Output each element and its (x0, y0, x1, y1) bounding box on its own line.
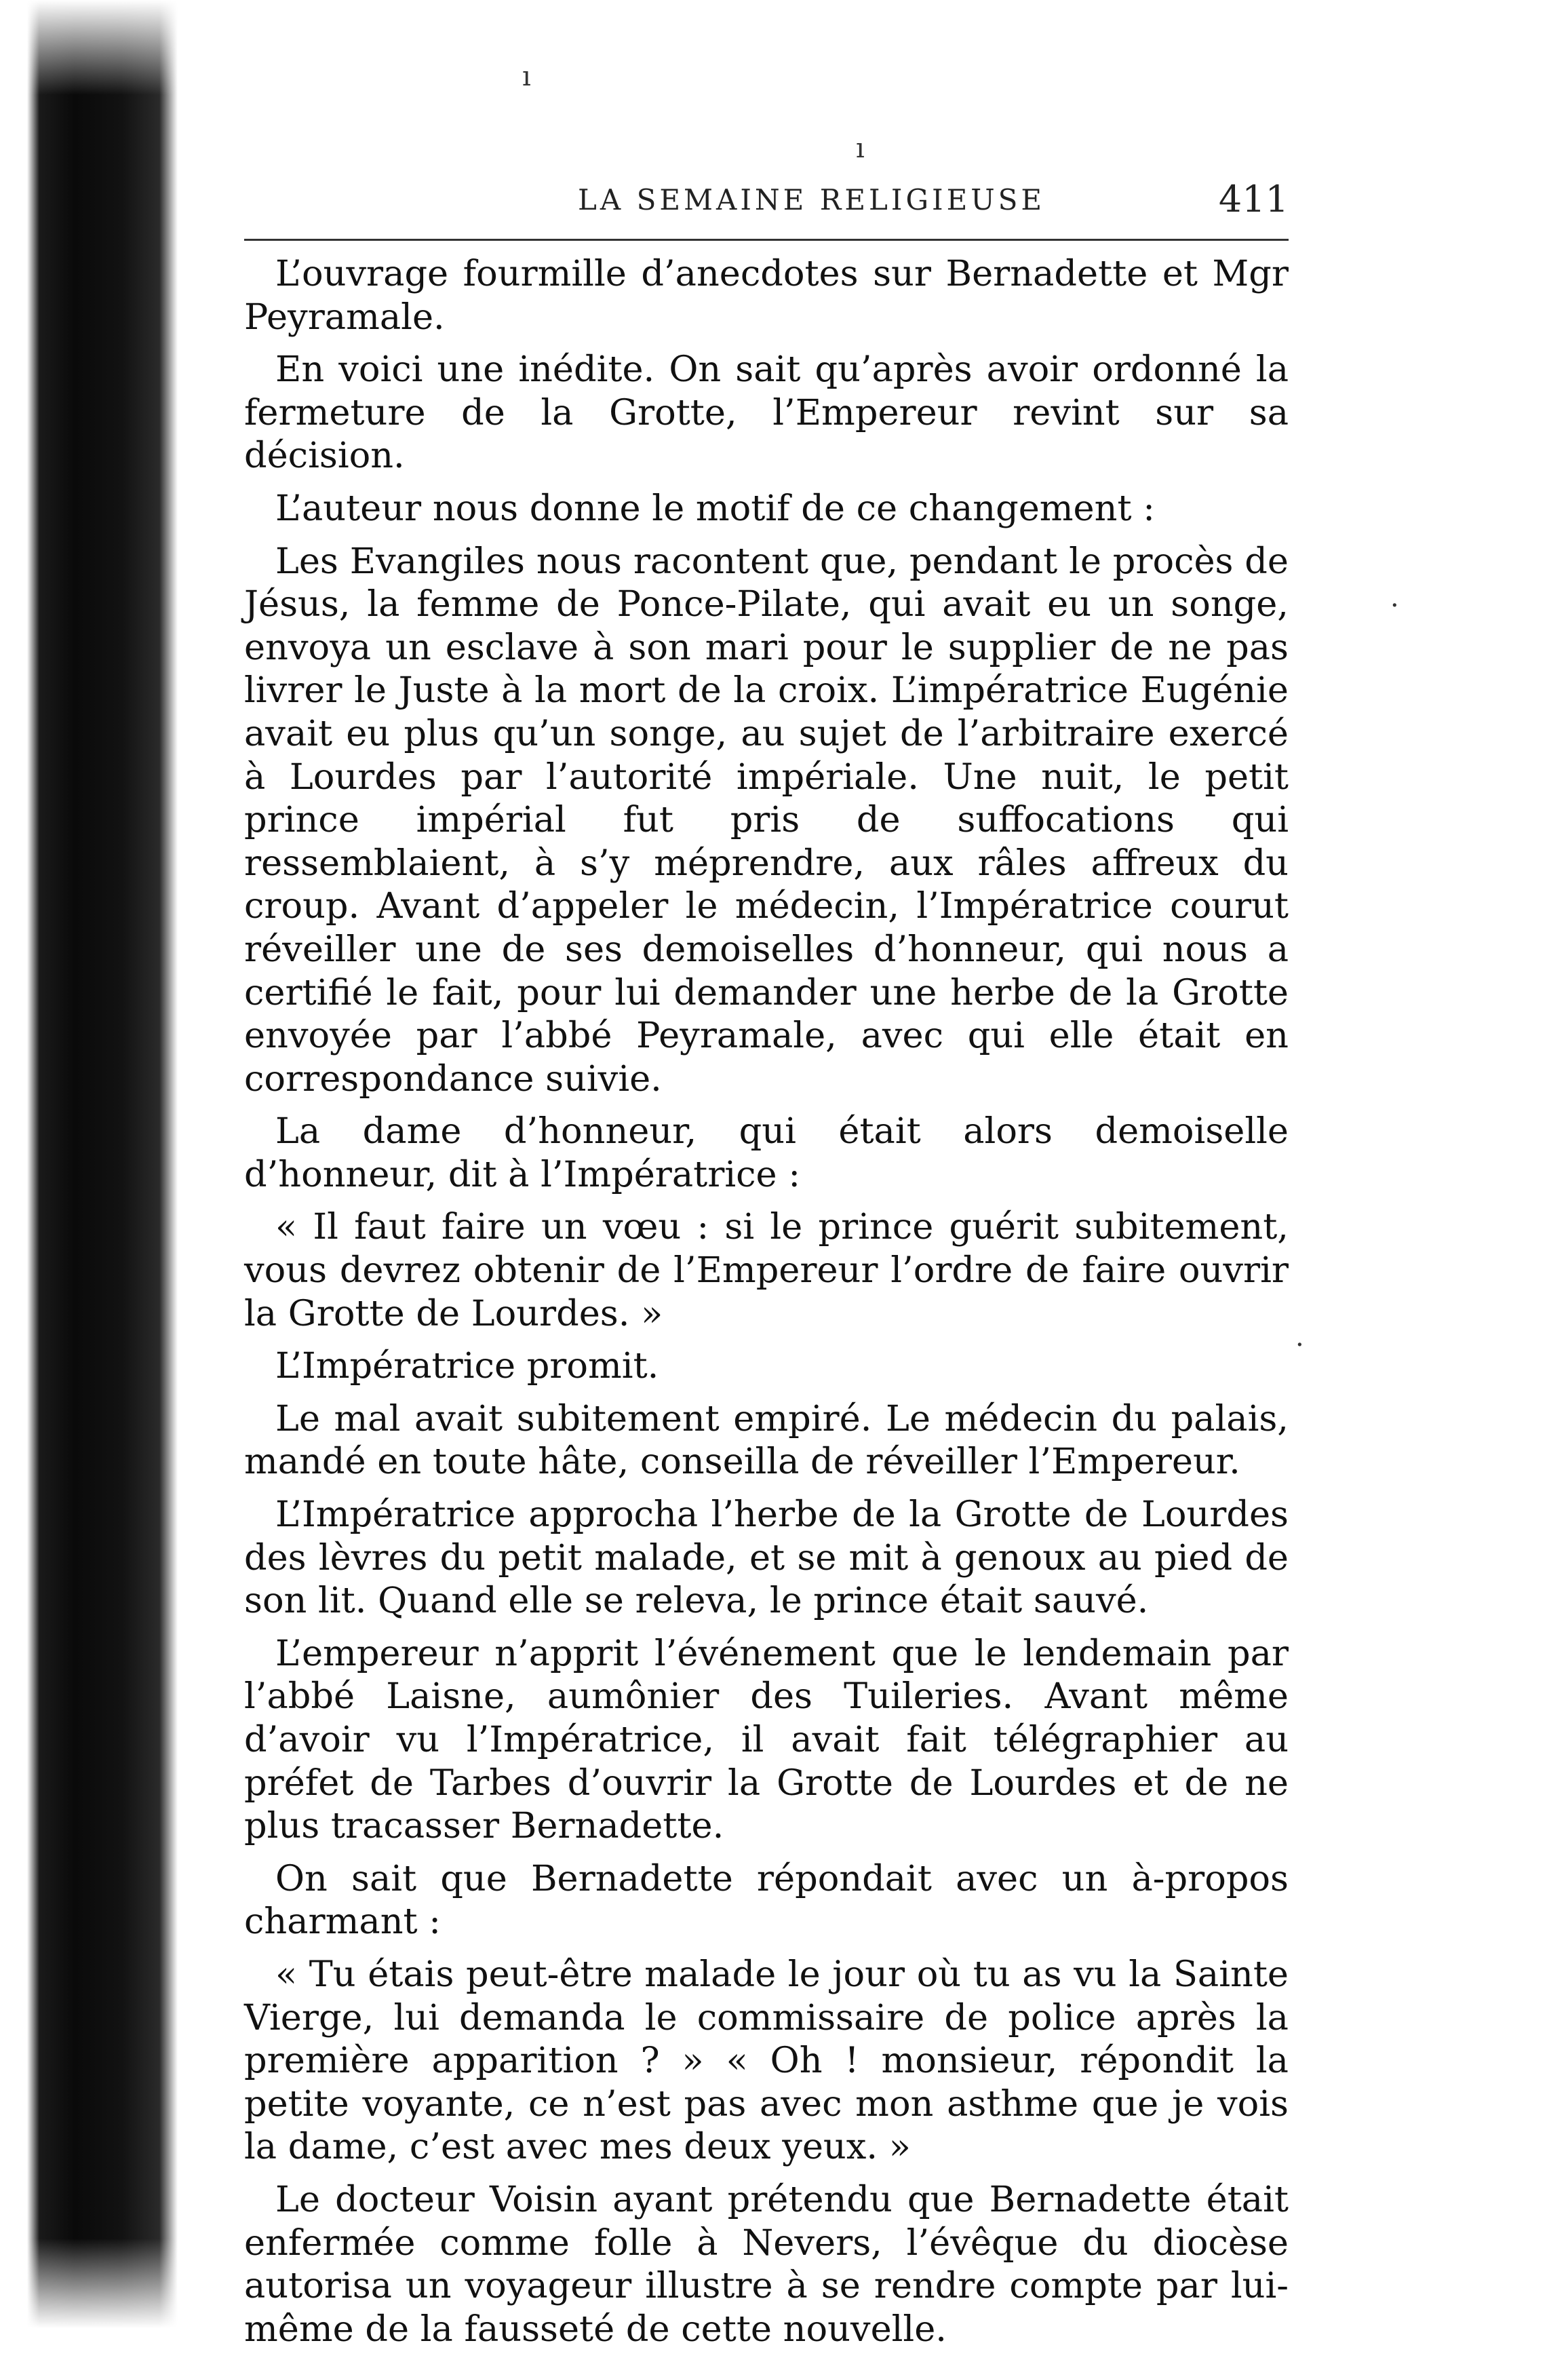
header-rule (244, 239, 1289, 241)
scanned-binding-edge (0, 0, 203, 2328)
paragraph: Les Evangiles nous racontent que, pendant le procès de Jésus, la femme de Ponce-Pilate, qui avait eu un songe, envoya un esclave à son mari pour le supplier de ne pas livrer le Juste à la mort de la croix. L’impératrice Eugénie avait eu plus qu’un songe, au sujet de l’arbitraire exercé à Lourdes par l’autorité impériale. Une nuit, le petit prince impérial fut pris de suffocations qui ressemblaient, à s’y méprendre, aux râles affreux du croup. Avant d’appeler le médecin, l’Impératrice courut réveiller une de ses demoiselles d’honneur, qui nous a certifié le fait, pour lui demander une herbe de la Grotte envoyée par l’abbé Peyramale, avec qui elle était en correspondance suivie. (244, 540, 1289, 1100)
body-text (244, 252, 1289, 2360)
running-title: LA SEMAINE RELIGIEUSE (578, 183, 1046, 216)
paragraph: « Il faut faire un vœu : si le prince guérit subitement, vous devrez obtenir de l’Empereur l’ordre de faire ouvrir la Grotte de Lourdes. » (244, 1206, 1289, 1334)
scan-speck: ı (856, 133, 865, 164)
paragraph: L’Impératrice approcha l’herbe de la Grotte de Lourdes des lèvres du petit malade, et se mit à genoux au pied de son lit. Quand elle se releva, le prince était sauvé. (244, 1494, 1289, 1622)
scan-speck: ı (522, 61, 531, 92)
paragraph: L’ouvrage fourmille d’anecdotes sur Bernadette et Mgr Peyramale. (244, 253, 1289, 338)
running-header (244, 175, 1289, 229)
paragraph: On sait que Bernadette répondait avec un à-propos charmant : (244, 1857, 1289, 1943)
paragraph: L’Impératrice promit. (275, 1345, 659, 1387)
paragraph: La dame d’honneur, qui était alors demoiselle d’honneur, dit à l’Impératrice : (244, 1110, 1289, 1195)
binding-edge-fade-top (27, 0, 183, 95)
paragraph: L’auteur nous donne le motif de ce changement : (275, 487, 1155, 529)
binding-edge-fade-bottom (27, 2239, 183, 2328)
page-number: 411 (1218, 178, 1289, 220)
paragraph: Le docteur Voisin ayant prétendu que Bernadette était enfermée comme folle à Nevers, l’évêque du diocèse autorisa un voyageur illustre à se rendre compte par lui-même de la fausseté de cette nouvelle. (244, 2178, 1289, 2350)
paragraph: « Tu étais peut-être malade le jour où tu as vu la Sainte Vierge, lui demanda le commissaire de police après la première apparition ? » « Oh ! monsieur, répondit la petite voyante, ce n’est pas avec mon asthme que je vois la dame, c’est avec mes deux yeux. » (244, 1953, 1289, 2168)
paragraph: En voici une inédite. On sait qu’après avoir ordonné la fermeture de la Grotte, l’Empereur revint sur sa décision. (244, 349, 1289, 477)
scan-speck: · (1390, 590, 1399, 621)
scan-speck: · (1295, 1330, 1304, 1361)
paragraph: L’empereur n’apprit l’événement que le lendemain par l’abbé Laisne, aumônier des Tuileries. Avant même d’avoir vu l’Impératrice, il avait fait télégraphier au préfet de Tarbes d’ouvrir la Grotte de Lourdes et de ne plus tracasser Bernadette. (244, 1632, 1289, 1847)
paragraph: Le mal avait subitement empiré. Le médecin du palais, mandé en toute hâte, conseilla de réveiller l’Empereur. (244, 1397, 1289, 1483)
